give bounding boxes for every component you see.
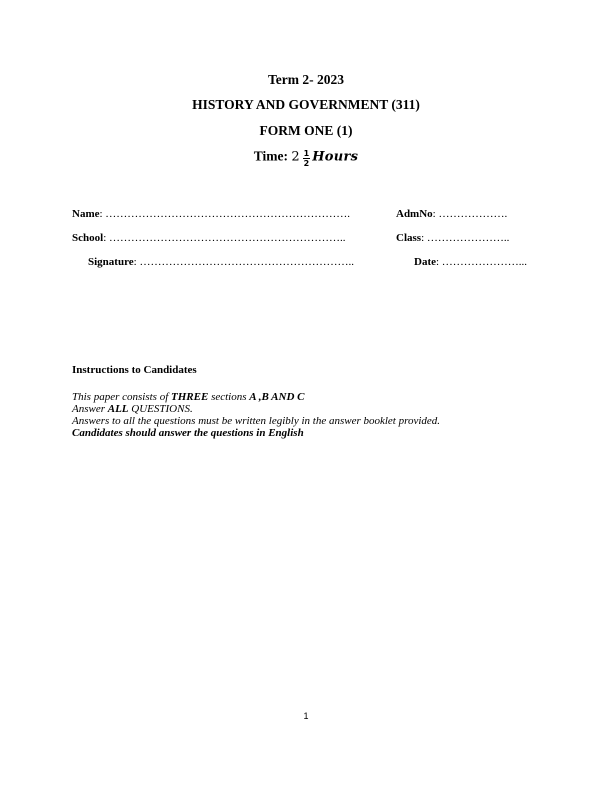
time-fraction-numerator: 1 bbox=[303, 149, 310, 158]
signature-blank[interactable]: : ………………………………………………….. bbox=[133, 256, 354, 268]
time-heading bbox=[0, 148, 612, 167]
school-label: School bbox=[72, 232, 104, 244]
school-field[interactable] bbox=[72, 232, 346, 245]
admno-field[interactable] bbox=[396, 208, 507, 221]
admno-label: AdmNo bbox=[396, 208, 433, 220]
instruction-text: sections bbox=[208, 391, 250, 403]
instruction-text: Answer bbox=[72, 403, 108, 415]
admno-blank[interactable]: : ………………. bbox=[432, 208, 508, 220]
class-blank[interactable]: : ………………….. bbox=[421, 232, 510, 244]
subject-heading: HISTORY AND GOVERNMENT (311) bbox=[192, 97, 420, 112]
instructions-title: Instructions to Candidates bbox=[72, 364, 197, 376]
instruction-text: QUESTIONS. bbox=[128, 403, 193, 415]
term-heading: Term 2- 2023 bbox=[268, 72, 344, 87]
time-fraction-denominator: 2 bbox=[303, 159, 310, 168]
instruction-text: This paper consists of bbox=[72, 391, 172, 403]
time-fraction bbox=[303, 149, 311, 168]
page-number: 1 bbox=[303, 711, 309, 721]
name-label: Name bbox=[72, 208, 100, 220]
date-label: Date bbox=[414, 256, 436, 268]
name-field[interactable] bbox=[72, 208, 350, 221]
instruction-emphasis: THREE bbox=[171, 391, 209, 403]
class-label: Class bbox=[396, 232, 422, 244]
time-whole: 2 bbox=[291, 149, 300, 165]
class-field[interactable] bbox=[396, 232, 509, 245]
instruction-line-language: Candidates should answer the questions in English bbox=[72, 427, 304, 439]
name-blank[interactable]: : …………………………………………………………. bbox=[99, 208, 351, 220]
signature-label: Signature bbox=[88, 256, 134, 268]
time-unit: Hours bbox=[312, 149, 359, 165]
date-field[interactable] bbox=[414, 256, 527, 269]
instruction-emphasis: A ,B AND C bbox=[249, 391, 305, 403]
date-blank[interactable]: : …………………... bbox=[436, 256, 528, 268]
signature-field[interactable] bbox=[88, 256, 354, 269]
time-label: Time: bbox=[253, 148, 288, 164]
instruction-line-answer-all bbox=[72, 403, 193, 415]
instruction-emphasis: ALL bbox=[107, 403, 129, 415]
instruction-line-legibility: Answers to all the questions must be written legibly in the answer booklet provided. bbox=[72, 415, 441, 427]
instruction-line-sections bbox=[72, 391, 305, 403]
form-heading: FORM ONE (1) bbox=[259, 123, 353, 138]
school-blank[interactable]: : ……………………………………………………….. bbox=[103, 232, 346, 244]
